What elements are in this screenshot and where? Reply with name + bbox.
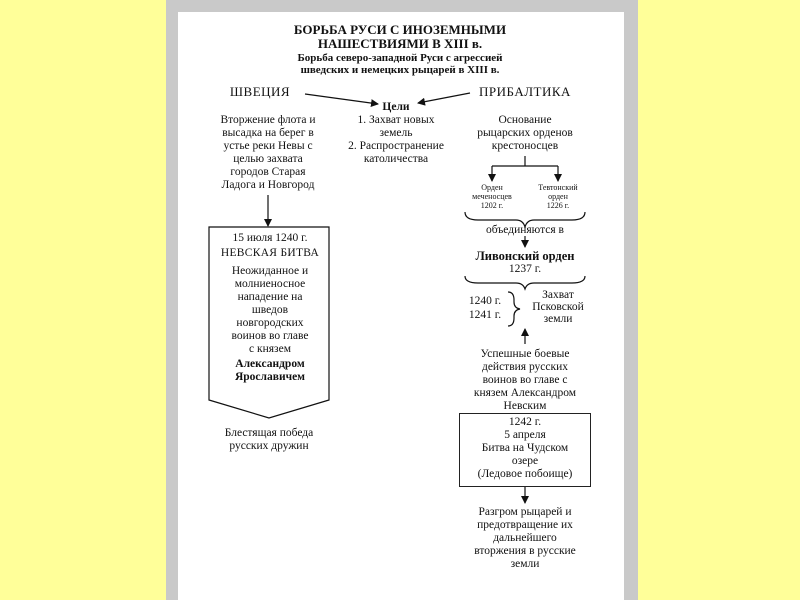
neva-result-line-2: русских дружин (229, 440, 309, 452)
pskov-line-2: Псковской (532, 301, 584, 313)
goals-line-2: земель (379, 127, 413, 139)
header-sweden: ШВЕЦИЯ (229, 84, 291, 99)
subtitle-line-1: Борьба северо-западной Руси с агрессией (297, 52, 503, 64)
final-line-2: предотвращение их (477, 519, 573, 531)
neva-line-1: Неожиданное и (231, 265, 309, 277)
actions-line-2: действия русских (481, 361, 569, 373)
neva-line-8: Александром (235, 358, 305, 370)
final-line-3: дальнейшего (493, 532, 557, 544)
orders-founding-line-2: рыцарских орденов (477, 127, 573, 139)
invasion-line-4: целью захвата (233, 153, 303, 165)
neva-line-6: воинов во главе (231, 330, 309, 342)
final-line-4: вторжения в русские (474, 545, 576, 557)
neva-line-2: молниеносное (234, 278, 306, 290)
goals-line-1: 1. Захват новых (357, 114, 435, 126)
ice-line-1: Битва на Чудском (481, 442, 569, 454)
teutonic-order-line-1: Тевтонский (538, 183, 578, 192)
ice-line-2: озере (511, 455, 539, 467)
goals-title: Цели (382, 101, 410, 113)
actions-line-5: Невским (503, 400, 547, 412)
orders-founding-line-1: Основание (498, 114, 552, 126)
neva-name: НЕВСКАЯ БИТВА (220, 247, 320, 259)
sword-order-line-1: Орден (481, 183, 503, 192)
neva-line-3: нападение на (237, 291, 303, 303)
pskov-year-1: 1240 г. (468, 295, 502, 307)
invasion-line-6: Ладога и Новгород (221, 179, 315, 191)
invasion-line-1: Вторжение флота и (220, 114, 316, 126)
title-line-2: НАШЕСТВИЯМИ В XIII в. (317, 36, 483, 51)
brace-livonian (465, 276, 585, 289)
neva-line-4: шведов (251, 304, 289, 316)
pskov-line-3: земли (543, 313, 573, 325)
title-line-1: БОРЬБА РУСИ С ИНОЗЕМНЫМИ (293, 22, 507, 37)
orders-founding-line-3: крестоносцев (491, 140, 559, 152)
invasion-line-5: городов Старая (230, 166, 306, 178)
neva-line-9: Ярославичем (234, 371, 306, 383)
neva-line-7: с князем (249, 343, 291, 355)
sword-order-year: 1202 г. (480, 201, 504, 210)
ice-line-3: (Ледовое побоище) (477, 468, 573, 480)
livonian-order-year: 1237 г. (508, 263, 542, 275)
header-baltic: ПРИБАЛТИКА (479, 84, 571, 99)
livonian-order-name: Ливонский орден (475, 249, 575, 263)
final-line-5: земли (510, 558, 540, 570)
actions-line-3: воинов во главе с (482, 374, 568, 386)
teutonic-order-line-2: орден (548, 192, 568, 201)
invasion-line-3: устье реки Невы с (223, 140, 313, 152)
teutonic-order-year: 1226 г. (546, 201, 570, 210)
united-text: объединяются в (486, 224, 564, 236)
invasion-line-2: высадка на берег в (222, 127, 314, 139)
final-line-1: Разгром рыцарей и (478, 506, 572, 518)
ice-year: 1242 г. (508, 416, 542, 428)
subtitle-line-2: шведских и немецких рыцарей в XIII в. (300, 64, 500, 76)
neva-date: 15 июля 1240 г. (232, 232, 308, 244)
neva-line-5: новгородских (236, 317, 304, 329)
sword-order-line-2: меченосцев (472, 192, 512, 201)
goals-line-3: 2. Распространение (348, 140, 444, 152)
actions-line-4: князем Александром (473, 387, 577, 399)
pskov-line-1: Захват (542, 289, 574, 301)
goals-line-4: католичества (363, 153, 429, 165)
pskov-year-2: 1241 г. (468, 309, 502, 321)
actions-line-1: Успешные боевые (480, 348, 570, 360)
neva-result-line-1: Блестящая победа (224, 427, 314, 439)
ice-date: 5 апреля (504, 429, 546, 441)
